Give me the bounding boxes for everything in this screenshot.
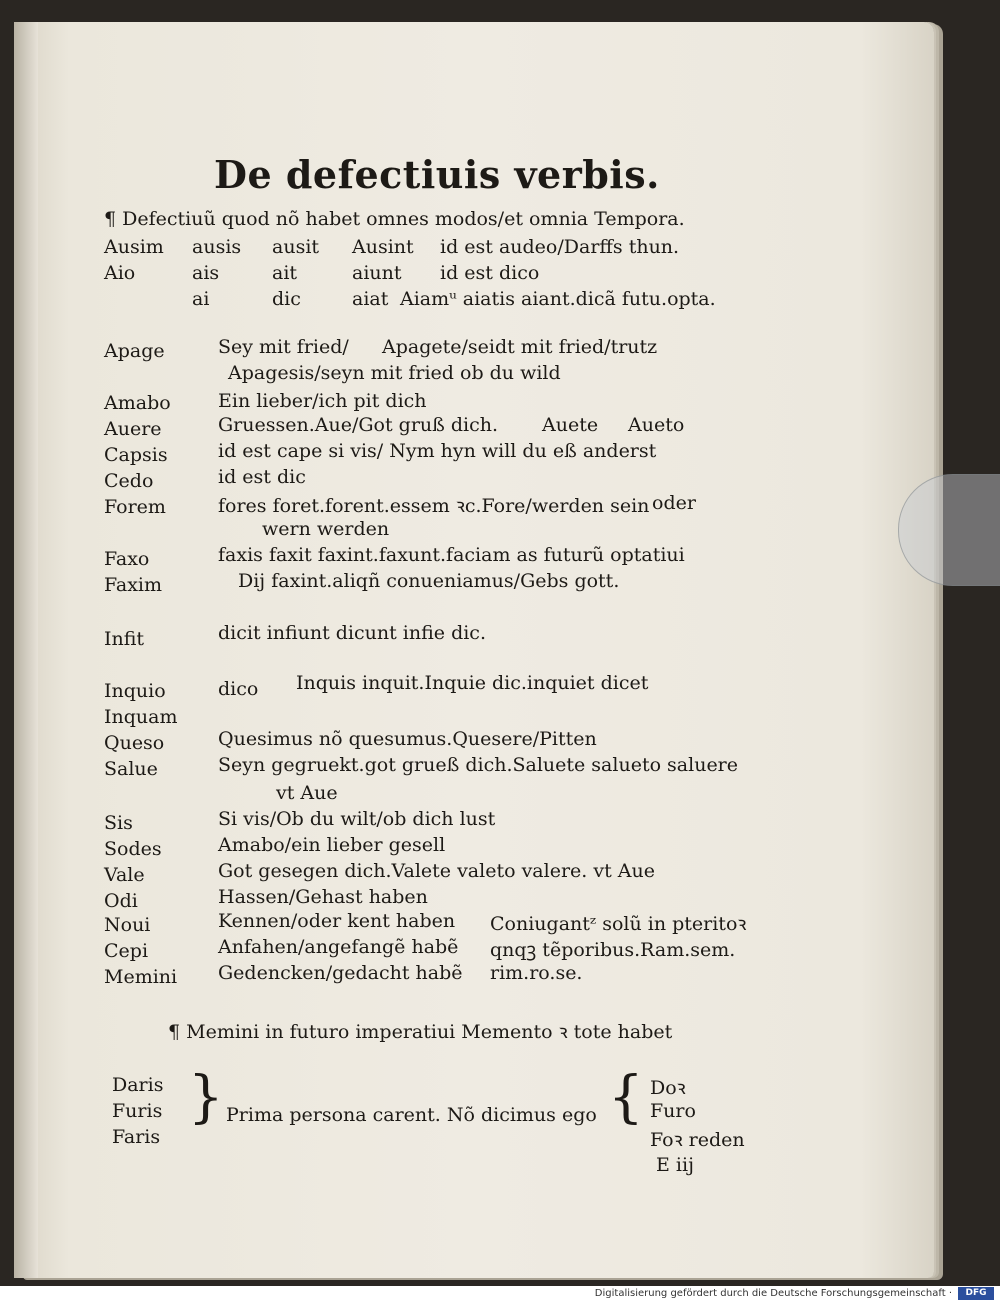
text-line: Anfahen/angefangẽ habẽ [218,936,459,958]
text-line: Amabo/ein lieber gesell [218,834,446,856]
text-line: Furo [650,1100,696,1122]
text-line: Apagete/seidt mit fried/trutz [382,336,658,358]
text-line: Foꝛ reden [650,1129,745,1151]
text-line: Gruessen.Aue/Got gruß dich. [218,414,499,436]
text-line: Memini [104,966,178,988]
text-line: Forem [104,496,166,518]
text-line: ai [192,288,210,310]
text-line: oder [652,492,696,514]
text-line: ais [192,262,220,284]
text-line: dic [272,288,301,310]
text-line: Apagesis/seyn mit fried ob du wild [228,362,561,384]
text-line: id est cape si vis/ Nym hyn will du eß anderst [218,440,657,462]
right-brace: { [608,1065,644,1130]
text-line: faxis faxit faxint.faxunt.faciam as futurũ optatiui [218,544,685,566]
text-line: Hassen/Gehast haben [218,886,428,908]
text-line: Furis [112,1100,163,1122]
left-brace: } [188,1065,224,1130]
text-line: ausis [192,236,242,258]
footer-credit: Digitalisierung gefördert durch die Deutsche Forschungsgemeinschaft · [594,1288,952,1299]
text-line: id est dico [440,262,540,284]
text-line: Apage [104,340,165,362]
text-line: ¶ Defectiuũ quod nõ habet omnes modos/et omnia Tempora. [104,208,685,230]
text-line: Kennen/oder kent haben [218,910,456,932]
text-line: Dij faxint.aliqñ conueniamus/Gebs gott. [238,570,620,592]
page-clip [898,474,1000,586]
text-line: Odi [104,890,138,912]
text-line: dicit infiunt dicunt infie dic. [218,622,486,644]
text-line: Ein lieber/ich pit dich [218,390,427,412]
text-line: Amabo [104,392,171,414]
text-line: Aiamᵘ aiatis aiant.dicã futu.opta. [400,288,716,310]
text-line: Aueto [628,414,685,436]
page-gutter [14,22,38,1278]
text-line: Ausint [352,236,414,258]
text-line: Salue [104,758,158,780]
page-title: De defectiuis verbis. [214,152,660,197]
text-line: Gedencken/gedacht habẽ [218,962,463,984]
text-line: Faxo [104,548,150,570]
text-line: Aio [104,262,136,284]
text-line: Prima persona carent. Nõ dicimus ego [226,1104,597,1126]
text-line: ait [272,262,298,284]
text-line: Infit [104,628,145,650]
text-line: Daris [112,1074,164,1096]
text-line: Auete [542,414,599,436]
text-line: ausit [272,236,320,258]
text-line: Inquio [104,680,166,702]
text-line: id est audeo/Darffs thun. [440,236,680,258]
text-line: E iij [656,1154,694,1176]
text-line: Coniugantᶻ solũ in pteritoꝛ [490,913,747,935]
text-line: wern werden [262,518,390,540]
text-line: Got gesegen dich.Valete valeto valere. vt Aue [218,860,655,882]
text-line: Faris [112,1126,161,1148]
text-line: rim.ro.se. [490,962,583,984]
text-line: Faxim [104,574,163,596]
text-line: Capsis [104,444,168,466]
text-line: Inquis inquit.Inquie dic.inquiet dicet [296,672,649,694]
text-line: fores foret.forent.essem ꝛc.Fore/werden sein [218,495,650,517]
text-line: Sey mit fried/ [218,336,349,358]
text-line: Quesimus nõ quesumus.Quesere/Pitten [218,728,597,750]
text-line: Queso [104,732,165,754]
text-line: Sodes [104,838,162,860]
text-line: Cedo [104,470,154,492]
text-line: Seyn gegruekt.got grueß dich.Saluete salueto saluere [218,754,739,776]
text-line: Sis [104,812,133,834]
text-line: Si vis/Ob du wilt/ob dich lust [218,808,496,830]
dfg-logo-icon[interactable]: DFG [958,1287,994,1300]
text-line: Ausim [104,236,164,258]
text-line: id est dic [218,466,306,488]
text-line: Auere [104,418,162,440]
text-line: aiat [352,288,389,310]
text-line: Noui [104,914,151,936]
text-line: aiunt [352,262,402,284]
text-line: vt Aue [276,782,338,804]
text-line: Doꝛ [650,1077,686,1099]
text-line: Cepi [104,940,149,962]
text-line: qnqꝫ tẽporibus.Ram.sem. [490,939,736,961]
text-line: Vale [104,864,145,886]
text-line: ¶ Memini in futuro imperatiui Memento ꝛ tote habet [168,1021,673,1043]
text-line: Inquam [104,706,178,728]
text-line: dico [218,678,259,700]
